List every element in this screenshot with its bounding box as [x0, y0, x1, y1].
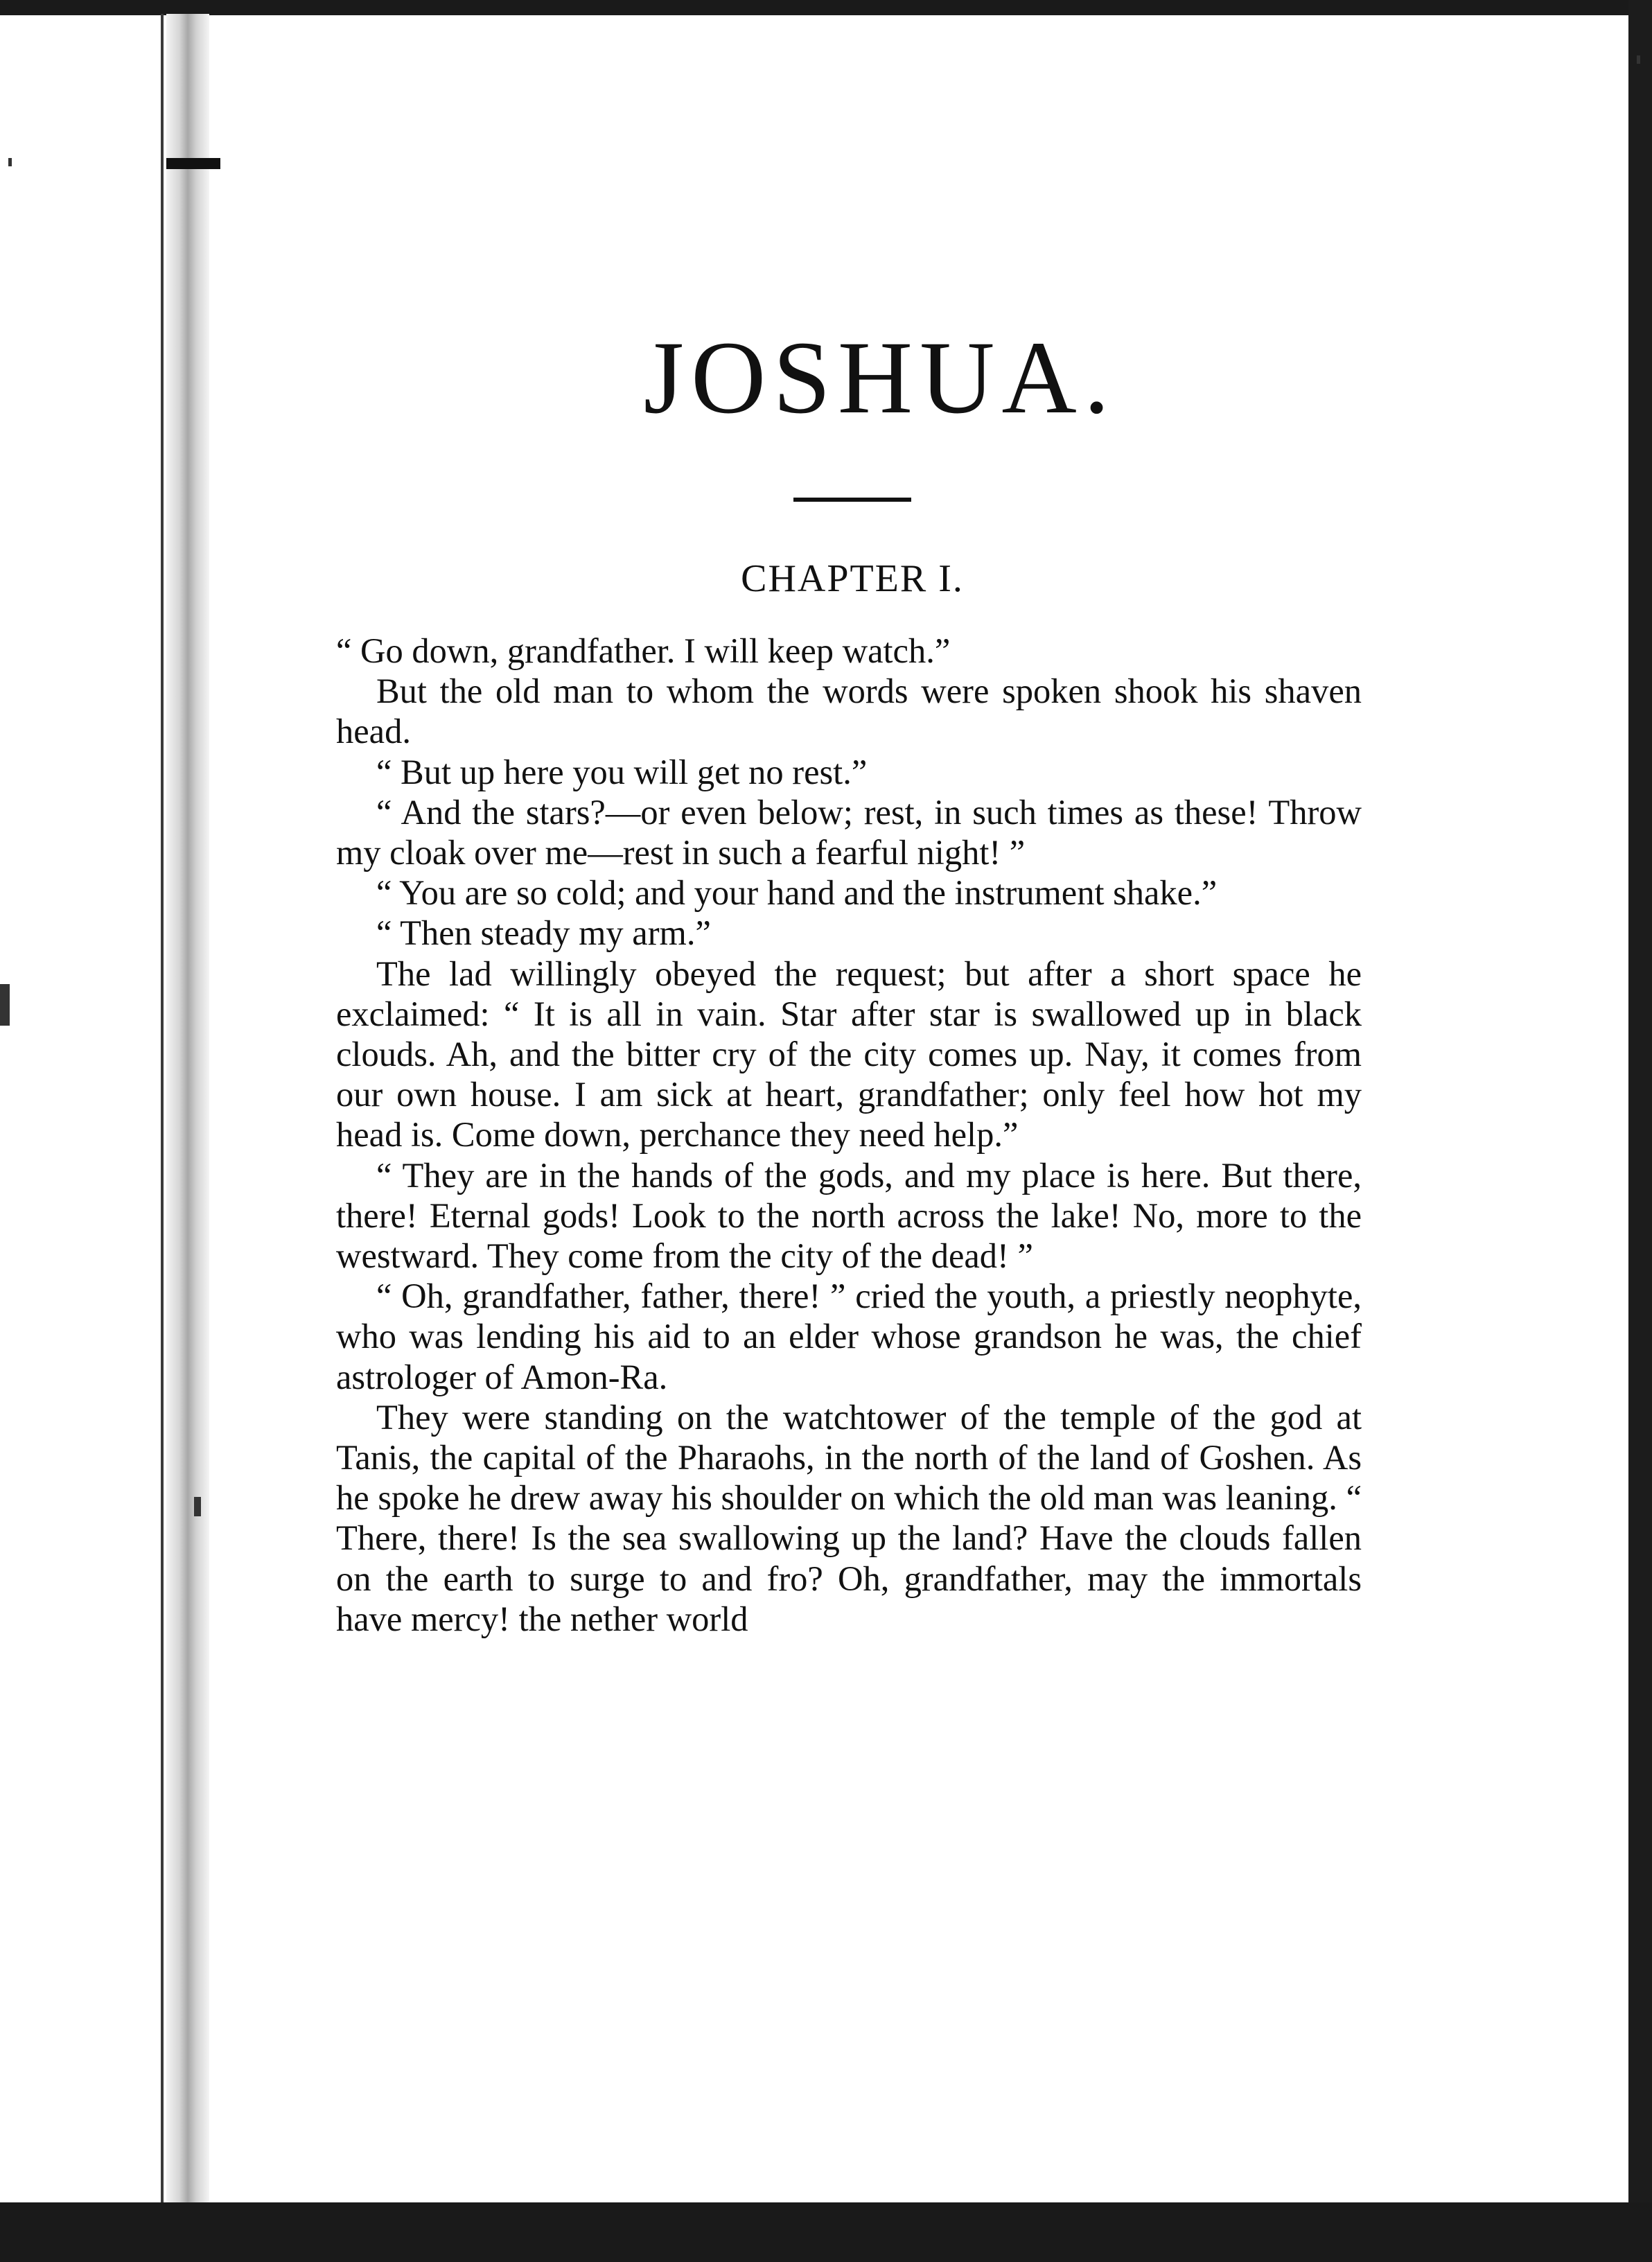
- paragraph: The lad willingly obeyed the request; but after a short space he exclaimed: “ It is all in vain. Star after star is swallowed up in black clouds. Ah, and the bitter cry of the city comes up. Nay, it comes from our own house. I am sick at heart, grandfather; only feel how hot my head is. Come down, perchance they need help.”: [336, 954, 1362, 1155]
- scan-speck: [194, 1497, 201, 1516]
- paragraph: They were standing on the watchtower of the temple of the god at Tanis, the capital of the Pharaohs, in the north of the land of Goshen. As he spoke he drew away his shoulder on which the old man was leaning. “ There, there! Is the sea swallowing up the land? Have the clouds fallen on the earth to surge to and fro? Oh, grandfather, may the immortals have mercy! the nether world: [336, 1397, 1362, 1638]
- paragraph: But the old man to whom the words were spoken shook his shaven head.: [336, 672, 1362, 751]
- paragraph: “ They are in the hands of the gods, and my place is here. But there, there! Eternal gods! Look to the north across the lake! No, more to the westward. They come from the city of the dead! ”: [336, 1155, 1362, 1276]
- title-rule: [793, 498, 911, 502]
- book-title: JOSHUA.: [643, 320, 1117, 435]
- scan-speck: [8, 158, 12, 166]
- body-text: [336, 631, 1362, 1639]
- paragraph: “ But up here you will get no rest.”: [376, 752, 868, 791]
- paragraph: “ You are so cold; and your hand and the instrument shake.”: [376, 873, 1218, 913]
- scan-gutter-shadow: [166, 14, 209, 2204]
- chapter-heading: CHAPTER I.: [741, 557, 964, 600]
- scan-border-bottom: [0, 2202, 1652, 2262]
- scan-mark: [166, 158, 220, 169]
- paragraph: “ And the stars?—or even below; rest, in such times as these! Throw my cloak over me—rest in such a fearful night! ”: [336, 792, 1362, 873]
- scan-speck: [0, 984, 10, 1026]
- scan-speck: [1637, 55, 1640, 64]
- scan-gutter-line: [161, 14, 164, 2204]
- paragraph: “ Oh, grandfather, father, there! ” cried the youth, a priestly neophyte, who was lending his aid to an elder whose grandson he was, the chief astrologer of Amon-Ra.: [336, 1277, 1362, 1396]
- paragraph: “ Then steady my arm.”: [376, 913, 711, 953]
- paragraph: “ Go down, grandfather. I will keep watch.”: [336, 631, 951, 670]
- scan-border-right: [1628, 0, 1652, 2262]
- scan-border-top: [0, 0, 1652, 15]
